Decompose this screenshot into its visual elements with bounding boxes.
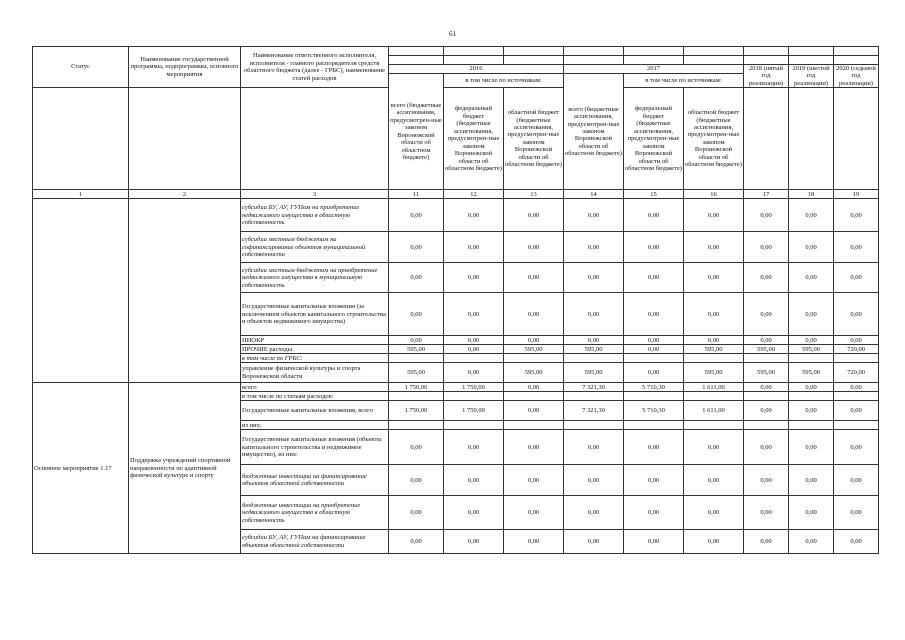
column-numbers-row: 1 2 3 11 12 13 14 15 16 17 18 19 [33,190,879,199]
header-2019: 2019 (шестой год реализации) [789,65,834,88]
block1-name-cell [129,199,241,383]
header-program-name: Наименование государственной программы, подпрограммы, основного мероприятия [129,47,241,88]
header-detail-row [33,88,879,190]
header-2016-regional: областной бюджет (бюджетные ассигнования, предусмотрен-ные законом Воронежской области об областном бюджете) [504,88,564,190]
table-row: Государственные капитальные вложения (за исключением объектов капитального строительства и объектов недвижимого имущества) 0,00 0,00 0,00 0,00 0,00 0,00 0,00 0,00 0,00 [33,293,879,336]
table-row: Государственные капитальные вложения, всего 1 750,00 1 750,00 0,00 7 321,30 5 710,30 1 611,00 0,00 0,00 0,00 [33,401,879,421]
header-2017-total: всего (бюджетные ассигнования, предусмотрен-ные законом Воронежской области об областном бюджете) [564,74,624,190]
header-program-cont [129,88,241,190]
header-status: Статус [33,47,129,88]
table-row: бюджетные инвестиции на финансирование объектов областной собственности 0,00 0,00 0,00 0,00 0,00 0,00 0,00 0,00 0,00 [33,465,879,496]
header-empty-row-1 [33,47,879,56]
header-2018: 2018 (пятый год реализации) [744,65,789,88]
block1-status-cell [33,199,129,383]
table-row: Основное мероприятие 1.17 Поддержка учреждений спортивной направленности по адаптивной физической культуре и спорту всего 1 750,00 1 750,00 0,00 7 321,30 5 710,30 1 611,00 0,00 0,00 0,00 [33,383,879,392]
table-row: субсидии БУ, АУ, ГУПам на финансирование объектов областной собственности 0,00 0,00 0,00 0,00 0,00 0,00 0,00 0,00 0,00 [33,530,879,554]
header-2017-federal: федеральный бюджет (бюджетные ассигнования, предусмотрен-ные законом Воронежской области об областном бюджете) [624,88,684,190]
table-row: субсидии местным бюджетам на софинансирование объектов муниципальной собственности 0,00 0,00 0,00 0,00 0,00 0,00 0,00 0,00 0,00 [33,232,879,263]
block2-status: Основное мероприятие 1.17 [33,383,129,554]
table-row: в том числе по статьям расходов: [33,392,879,401]
table-row: в том числе по ГРБС: [33,354,879,363]
table-row: бюджетные инвестиции на приобретение недвижимого имущества в областную собственность 0,00 0,00 0,00 0,00 0,00 0,00 0,00 0,00 0,00 [33,496,879,530]
page-number: 61 [449,30,456,38]
header-executor: Наименование ответственного исполнителя, исполнителя - главного распорядителя средств областного бюджета (далее - ГРБС), наименование статей расходов [241,47,389,88]
header-status-cont [33,88,129,190]
header-2017-regional: областной бюджет (бюджетные ассигнования, предусмотрен-ные законом Воронежской области об областном бюджете) [684,88,744,190]
header-2020: 2020 (седьмой год реализации) [834,65,879,88]
block2-name: Поддержка учреждений спортивной направленности по адаптивной физической культуре и спорту [129,383,241,554]
budget-table [32,46,879,554]
table-row: ПРОЧИЕ расходы 595,00 0,00 595,00 595,00 0,00 595,00 595,00 595,00 720,00 [33,345,879,354]
header-year-2017: 2017 [564,65,744,74]
header-2016-total: всего (бюджетные ассигнования, предусмотрен-ные законом Воронежской области об областном бюджете) [389,74,444,190]
table-row: субсидии местным бюджетам на приобретение недвижимого имущества в муниципальную собственность 0,00 0,00 0,00 0,00 0,00 0,00 0,00 0,00 0,00 [33,263,879,293]
table-row: из них: [33,421,879,430]
header-2016-federal: федеральный бюджет (бюджетные ассигнования, предусмотрен-ные законом Воронежской области об областном бюджете) [444,88,504,190]
header-executor-cont [241,88,389,190]
header-year-2016: 2016 [389,65,564,74]
header-2017-by-sources: в том числе по источникам: [624,74,744,88]
header-2016-by-sources: в том числе по источникам: [444,74,564,88]
table-row: управление физической культуры и спорта Воронежской области 595,00 0,00 595,00 595,00 0,00 595,00 595,00 595,00 720,00 [33,363,879,383]
table-row: субсидии БУ, АУ, ГУПам на приобретение недвижимого имущества в областную собственность 0,00 0,00 0,00 0,00 0,00 0,00 0,00 0,00 0,00 [33,199,879,232]
table-row: Государственные капитальные вложения (объекты капитального строительства и недвижимое имущество), из них: 0,00 0,00 0,00 0,00 0,00 0,00 0,00 0,00 0,00 [33,430,879,465]
table-row: НИОКР 0,00 0,00 0,00 0,00 0,00 0,00 0,00 0,00 0,00 [33,336,879,345]
